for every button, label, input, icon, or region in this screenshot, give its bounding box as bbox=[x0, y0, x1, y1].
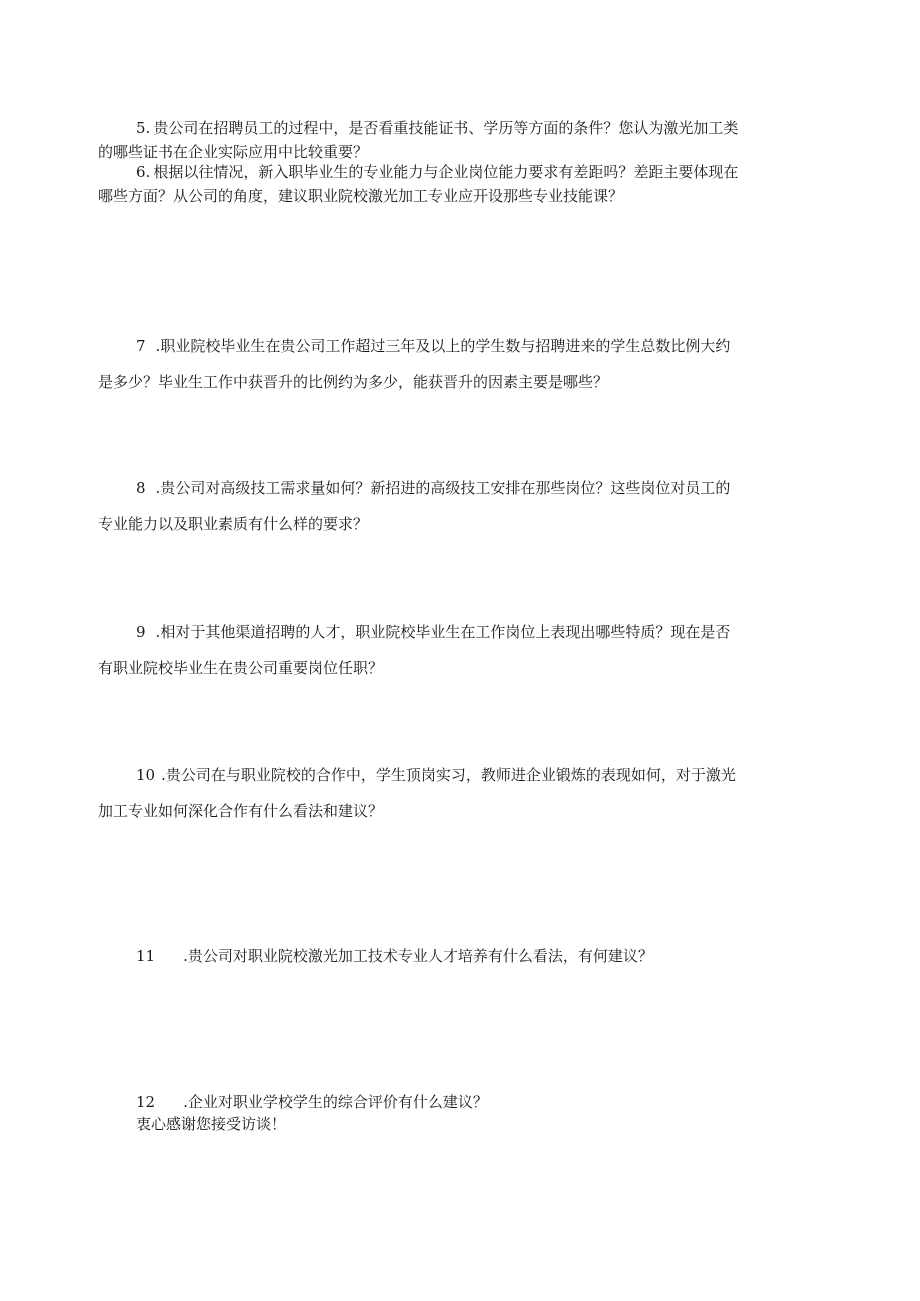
question-line: 加工专业如何深化合作有什么看法和建议？ bbox=[98, 802, 384, 820]
question-line bbox=[98, 116, 820, 140]
question-number: 9 bbox=[136, 623, 146, 641]
question-line: 哪些方面？从公司的角度，建议职业院校激光加工专业应开设那些专业技能课？ bbox=[98, 187, 624, 205]
question-line bbox=[98, 944, 820, 968]
question-text: 根据以往情况，新入职毕业生的专业能力与企业岗位能力要求有差距吗？差距主要体现在 bbox=[153, 163, 739, 181]
question-line: 专业能力以及职业素质有什么样的要求？ bbox=[98, 515, 369, 533]
question-text: .企业对职业学校学生的综合评价有什么建议？ bbox=[183, 1093, 488, 1111]
question-number: 5. bbox=[136, 119, 151, 137]
question-number: 7 bbox=[136, 337, 146, 355]
question-number: 10 bbox=[136, 766, 156, 784]
question-line: 有职业院校毕业生在贵公司重要岗位任职？ bbox=[98, 659, 384, 677]
question-line bbox=[98, 160, 820, 184]
question-text: .相对于其他渠道招聘的人才，职业院校毕业生在工作岗位上表现出哪些特质？现在是否 bbox=[155, 623, 731, 641]
question-line: 是多少？毕业生工作中获晋升的比例约为多少，能获晋升的因素主要是哪些？ bbox=[98, 373, 609, 391]
question-text: .贵公司对高级技工需求量如何？新招进的高级技工安排在那些岗位？这些岗位对员工的 bbox=[155, 479, 731, 497]
question-10 bbox=[98, 757, 820, 829]
question-12 bbox=[98, 1090, 820, 1114]
question-line bbox=[98, 1090, 820, 1114]
question-line: 的哪些证书在企业实际应用中比较重要？ bbox=[98, 143, 369, 161]
question-8 bbox=[98, 470, 820, 542]
question-5 bbox=[98, 116, 820, 164]
question-line bbox=[98, 328, 820, 364]
question-line bbox=[98, 757, 820, 793]
question-11 bbox=[98, 944, 820, 968]
question-number: 12 bbox=[136, 1093, 156, 1111]
question-7 bbox=[98, 328, 820, 400]
question-text: .贵公司在与职业院校的合作中，学生顶岗实习，教师进企业锻炼的表现如何，对于激光 bbox=[161, 766, 736, 784]
question-text: .贵公司对职业院校激光加工技术专业人才培养有什么看法，有何建议？ bbox=[183, 947, 653, 965]
question-line bbox=[98, 614, 820, 650]
question-text: .职业院校毕业生在贵公司工作超过三年及以上的学生数与招聘进来的学生总数比例大约 bbox=[155, 337, 731, 355]
question-text: 贵公司在招聘员工的过程中，是否看重技能证书、学历等方面的条件？您认为激光加工类 bbox=[153, 119, 739, 137]
question-6 bbox=[98, 160, 820, 208]
closing-thanks: 衷心感谢您接受访谈！ bbox=[136, 1115, 287, 1133]
question-number: 11 bbox=[136, 947, 156, 965]
question-number: 6. bbox=[136, 163, 151, 181]
question-9 bbox=[98, 614, 820, 686]
question-number: 8 bbox=[136, 479, 146, 497]
question-line bbox=[98, 470, 820, 506]
